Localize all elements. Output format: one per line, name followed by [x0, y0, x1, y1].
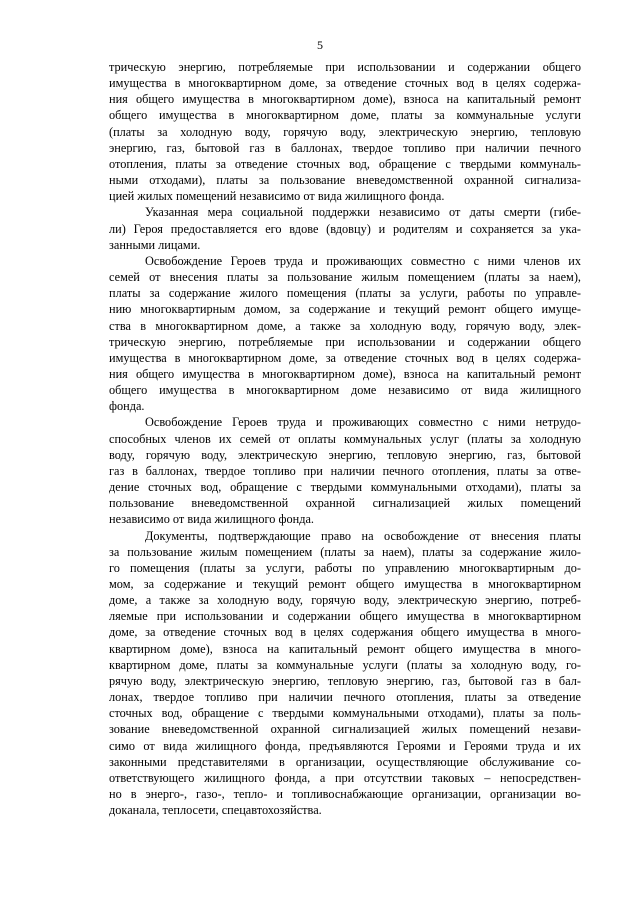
text-line: трическую энергию, потребляемые при использовании и содержании общего: [109, 60, 581, 74]
text-line: трическую энергию, потребляемые при использовании и содержании общего: [109, 334, 581, 349]
text-line: дение сточных вод, обращение с твердыми коммунальными отходами), платы за: [109, 480, 581, 495]
text-line: доме, а также за холодную воду, горячую воду, электрическую энергию, потреб-: [109, 593, 581, 608]
text-line: доме, за отведение сточных вод в целях содержания общего имущества в много-: [109, 625, 581, 640]
text-line: имущества в многоквартирном доме, за отведение сточных вод в целях содержа-: [109, 76, 581, 91]
text-line: ния общего имущества в многоквартирном доме), взноса на капитальный ремонт: [109, 92, 581, 107]
text-line: сточных вод, обращение с твердыми коммунальными отходами), платы за поль-: [109, 706, 581, 721]
text-line: ли) Героя предоставляется его вдове (вдовцу) и родителям и сохраняется за ука-: [109, 221, 581, 236]
text-line: отопления, платы за отведение сточных вод, обращение с твердыми коммуналь-: [109, 156, 581, 171]
text-line: общего имущества в многоквартирном доме независимо от вида жилищного: [109, 383, 581, 398]
text-line: общего имущества в многоквартирном доме, платы за коммунальные услуги: [109, 108, 581, 123]
text-line: лонах, твердое топливо при наличии печного отопления, платы за отведение: [109, 690, 581, 705]
text-line: нию многоквартирным домом, за содержание и текущий ремонт общего имуще-: [109, 302, 581, 317]
text-line: мом, за содержание и текущий ремонт общего имущества в многоквартирном: [109, 577, 581, 591]
text-line: ляемые при использовании и содержании общего имущества в многоквартирном: [109, 609, 581, 624]
text-line: Указанная мера социальной поддержки независимо от даты смерти (гибе-: [145, 205, 581, 220]
text-line: зование вневедомственной охранной сигнализацией жилых помещений незави-: [109, 722, 581, 737]
text-line: Освобождение Героев труда и проживающих совместно с ними нетрудо-: [145, 415, 581, 430]
text-line: газ в баллонах, твердое топливо при наличии печного отопления, платы за отве-: [109, 463, 581, 478]
text-line: но в энерго-, газо-, тепло- и топливоснабжающие организации, организации во-: [109, 787, 581, 802]
text-line: способных членов их семей от оплаты коммунальных услуг (платы за холодную: [109, 431, 581, 446]
text-line: Освобождение Героев труда и проживающих совместно с ними членов их: [145, 253, 581, 268]
text-line: фонда.: [109, 399, 145, 414]
text-line: за пользование жилым помещением (платы за наем), платы за содержание жило-: [109, 544, 581, 559]
paragraph-documents: [109, 528, 581, 819]
text-line: семей от внесения платы за пользование жилым помещением (платы за наем),: [109, 270, 581, 285]
paragraph-widow-support: [109, 204, 581, 252]
text-line: квартирном доме), взноса на капитальный ремонт общего имущества в много-: [109, 641, 581, 656]
paragraph-continuation: [109, 59, 581, 204]
text-line: ния общего имущества в многоквартирном доме), взноса на капитальный ремонт: [109, 366, 581, 381]
text-line: Документы, подтверждающие право на освобождение от внесения платы: [145, 528, 581, 543]
text-line: цией жилых помещений независимо от вида жилищного фонда.: [109, 189, 445, 204]
text-line: энергию, газ, бытовой газ в баллонах, твердое топливо при наличии печного: [109, 140, 581, 155]
text-line: платы за содержание жилого помещения (платы за услуги, работы по управле-: [109, 286, 581, 301]
text-line: рячую воду, электрическую энергию, тепловую энергию, газ, бытовой газ в бал-: [109, 673, 581, 688]
document-body: [109, 59, 581, 818]
text-line: квартирном доме, платы за коммунальные услуги (платы за холодную воду, го-: [109, 657, 581, 672]
text-line: воду, горячую воду, электрическую энергию, тепловую энергию, газ, бытовой: [109, 447, 581, 462]
text-line: ными отходами), платы за пользование вневедомственной охранной сигнализа-: [109, 173, 581, 188]
text-line: занными лицами.: [109, 237, 201, 252]
paragraph-labor-heroes-housing: [109, 253, 581, 415]
text-line: ответствующего жилищного фонда, а при отсутствии таковых – непосредствен-: [109, 770, 581, 785]
page-number: 5: [317, 38, 323, 52]
text-line: го помещения (платы за услуги, работы по управлению многоквартирным до-: [109, 560, 581, 575]
text-line: пользование вневедомственной охранной сигнализацией жилых помещений: [109, 496, 581, 511]
text-line: независимо от вида жилищного фонда.: [109, 512, 314, 527]
text-line: ства в многоквартирном доме, а также за холодную воду, горячую воду, элек-: [109, 318, 581, 333]
paragraph-labor-heroes-utilities: [109, 414, 581, 527]
text-line: (платы за холодную воду, горячую воду, электрическую энергию, тепловую: [109, 124, 581, 139]
text-line: доканала, теплосети, спецавтохозяйства.: [109, 803, 322, 818]
text-line: законными представителями в организации, осуществляющие обслуживание со-: [109, 754, 581, 769]
text-line: симо от вида жилищного фонда, предъявляются Героями и Героями труда и их: [109, 738, 581, 753]
text-line: имущества в многоквартирном доме, за отведение сточных вод в целях содержа-: [109, 350, 581, 365]
